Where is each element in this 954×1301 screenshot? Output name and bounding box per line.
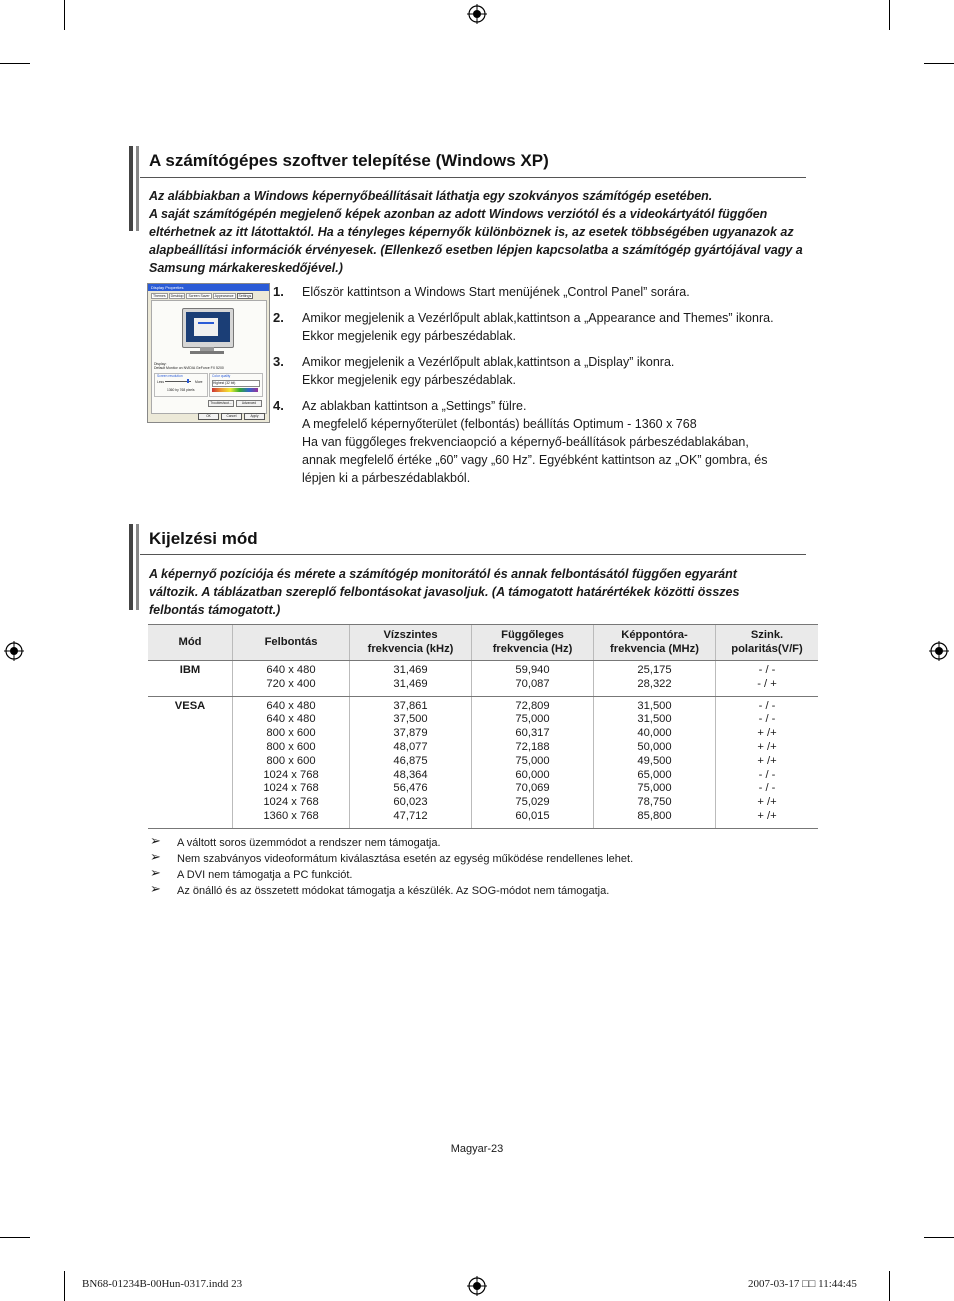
color-quality-select[interactable]: Highest (32 bit) xyxy=(212,380,260,387)
step-item xyxy=(273,353,813,389)
resolution-label: Screen resolution xyxy=(157,374,183,378)
section-title: A számítógépes szoftver telepítése (Windows XP) xyxy=(149,151,549,170)
arrow-icon: ➢ xyxy=(150,849,161,864)
v-freq-cell: 72,809 75,000 60,317 72,188 75,000 60,000 70,069 75,029 60,015 xyxy=(472,696,594,828)
color-quality-label: Color quality xyxy=(212,374,231,378)
h-freq-cell: 31,469 31,469 xyxy=(350,661,472,697)
intro-paragraph: Az alábbiakban a Windows képernyőbeállításait láthatja egy szokványos számítógép esetében. xyxy=(149,189,713,203)
step-text: Ha van függőleges frekvenciaopció a képernyő-beállítások párbeszédablakában, xyxy=(302,435,749,449)
crop-mark xyxy=(889,1271,890,1301)
step-text: A megfelelő képernyőterület (felbontás) beállítás Optimum - 1360 x 768 xyxy=(302,417,697,431)
color-quality-group xyxy=(209,373,263,397)
step-text: Amikor megjelenik a Vezérlőpult ablak,kattintson a „Display” ikonra. xyxy=(302,355,675,369)
advanced-button[interactable]: Advanced xyxy=(236,400,262,407)
monitor-icon xyxy=(182,308,234,348)
display-modes-table xyxy=(148,624,818,829)
crop-mark xyxy=(924,63,954,64)
slug-right: 2007-03-17 □□ 11:44:45 xyxy=(748,1278,857,1290)
step-number: 4. xyxy=(273,398,284,413)
tab-settings: Settings xyxy=(238,294,252,298)
step-text: Amikor megjelenik a Vezérlőpult ablak,kattintson a „Appearance and Themes” ikonra. xyxy=(302,311,774,325)
display-label: Display: xyxy=(154,362,167,366)
polarity-cell: - / - - / - + /+ + /+ + /+ - / - - / - + /+ + /+ xyxy=(716,696,819,828)
apply-button[interactable]: Apply xyxy=(244,413,265,420)
section-marker-bar xyxy=(129,146,133,231)
crop-mark xyxy=(889,0,890,30)
step-item xyxy=(273,283,813,301)
step-text: Először kattintson a Windows Start menüjének „Control Panel” sorára. xyxy=(302,285,690,299)
step-number: 1. xyxy=(273,284,284,299)
column-header: Vízszintes frekvencia (kHz) xyxy=(350,625,472,661)
crop-mark xyxy=(0,63,30,64)
note-item: ➢ A DVI nem támogatja a PC funkciót. xyxy=(150,865,353,881)
less-label: Less xyxy=(157,380,164,384)
table-row xyxy=(148,661,818,697)
crop-mark xyxy=(0,1237,30,1238)
crop-mark xyxy=(924,1237,954,1238)
cancel-button[interactable]: Cancel xyxy=(221,413,242,420)
note-item: ➢ Nem szabványos videoformátum kiválasztása esetén az egység működése rendellenes lehet. xyxy=(150,849,634,865)
registration-mark-icon xyxy=(4,641,24,661)
intro-paragraph: A képernyő pozíciója és mérete a számítógép monitorától és annak felbontásától függően egyaránt változik. A táblázatban szereplő felbontásokat javasoljuk. (A támogatott határértékek közötti összes felbontás támogatott.) xyxy=(149,567,740,617)
section-marker-bar xyxy=(136,146,139,231)
table-row xyxy=(148,696,818,828)
crop-mark xyxy=(64,0,65,30)
display-properties-screenshot xyxy=(147,283,270,423)
window-title: Display Properties xyxy=(151,285,184,290)
registration-mark-icon xyxy=(929,641,949,661)
step-item xyxy=(273,397,813,487)
note-item: ➢ Az önálló és az összetett módokat támogatja a készülék. Az SOG-módot nem támogatja. xyxy=(150,881,610,897)
tab-screen-saver: Screen Saver xyxy=(188,294,210,298)
arrow-icon: ➢ xyxy=(150,833,161,848)
more-label: More xyxy=(195,380,203,384)
notes-list xyxy=(150,835,633,899)
column-header: Képpontóra- frekvencia (MHz) xyxy=(594,625,716,661)
step-text: lépjen ki a párbeszédablakból. xyxy=(302,471,471,485)
pixel-clock-cell: 31,500 31,500 40,000 50,000 49,500 65,000 75,000 78,750 85,800 xyxy=(594,696,716,828)
slider-thumb[interactable] xyxy=(187,379,189,383)
arrow-icon: ➢ xyxy=(150,881,161,896)
table-header-row xyxy=(148,625,818,661)
mode-cell: IBM xyxy=(148,661,233,697)
polarity-cell: - / - - / + xyxy=(716,661,819,697)
step-item xyxy=(273,309,813,345)
intro-paragraph: A saját számítógépén megjelenő képek azonban az adott Windows verziótól és a videokártyától függően eltérhetnek az itt látottaktól. Ha a tényleges képernyők különböznek is, az esetek többségében ugyanazok az alapbeállítási információk érvényesek. (Ellenkező esetben lépjen kapcsolatba a számítógép gyártójával vagy a Samsung márkakereskedőjével.) xyxy=(149,207,803,275)
step-text: Ekkor megjelenik egy párbeszédablak. xyxy=(302,373,517,387)
h-freq-cell: 37,861 37,500 37,879 48,077 46,875 48,364 56,476 60,023 47,712 xyxy=(350,696,472,828)
resolution-cell: 640 x 480 720 x 400 xyxy=(233,661,350,697)
step-number: 2. xyxy=(273,310,284,325)
section-intro xyxy=(149,565,789,619)
column-header: Függőleges frekvencia (Hz) xyxy=(472,625,594,661)
resolution-group xyxy=(154,373,208,397)
note-item: ➢ A váltott soros üzemmódot a rendszer nem támogatja. xyxy=(150,833,441,849)
arrow-icon: ➢ xyxy=(150,865,161,880)
resolution-value: 1360 by 768 pixels xyxy=(167,388,195,392)
page-number: Magyar-23 xyxy=(450,1143,504,1155)
tab-themes: Themes xyxy=(153,294,166,298)
crop-mark xyxy=(64,1271,65,1301)
color-bar xyxy=(212,388,258,392)
registration-mark-icon xyxy=(467,1276,487,1296)
tab-desktop: Desktop xyxy=(170,294,184,298)
v-freq-cell: 59,940 70,087 xyxy=(472,661,594,697)
tab-strip xyxy=(151,294,253,298)
section-title: Kijelzési mód xyxy=(149,529,258,548)
section-rule xyxy=(140,554,806,555)
display-value: Default Monitor on NVIDIA GeForce FX 5200 xyxy=(154,366,224,370)
section-marker-bar xyxy=(129,524,133,610)
step-text: Ekkor megjelenik egy párbeszédablak. xyxy=(302,329,517,343)
column-header: Felbontás xyxy=(233,625,350,661)
step-number: 3. xyxy=(273,354,284,369)
pixel-clock-cell: 25,175 28,322 xyxy=(594,661,716,697)
troubleshoot-button[interactable]: Troubleshoot... xyxy=(208,400,234,407)
window-titlebar xyxy=(148,284,269,291)
section-marker-bar xyxy=(136,524,139,610)
section-intro xyxy=(149,187,814,277)
tab-appearance: Appearance xyxy=(214,294,234,298)
section-rule xyxy=(140,177,806,178)
mode-cell: VESA xyxy=(148,696,233,828)
step-text: annak megfelelő értéke „60” vagy „60 Hz”. Egyébként kattintson az „OK” gombra, és xyxy=(302,453,768,467)
column-header: Szink. polaritás(V/F) xyxy=(716,625,819,661)
ok-button[interactable]: OK xyxy=(198,413,219,420)
column-header: Mód xyxy=(148,625,233,661)
step-text: Az ablakban kattintson a „Settings” fülre. xyxy=(302,399,527,413)
registration-mark-icon xyxy=(467,4,487,24)
resolution-cell: 640 x 480 640 x 480 800 x 600 800 x 600 800 x 600 1024 x 768 1024 x 768 1024 x 768 1360 x 768 xyxy=(233,696,350,828)
slug-left: BN68-01234B-00Hun-0317.indd 23 xyxy=(82,1278,243,1290)
